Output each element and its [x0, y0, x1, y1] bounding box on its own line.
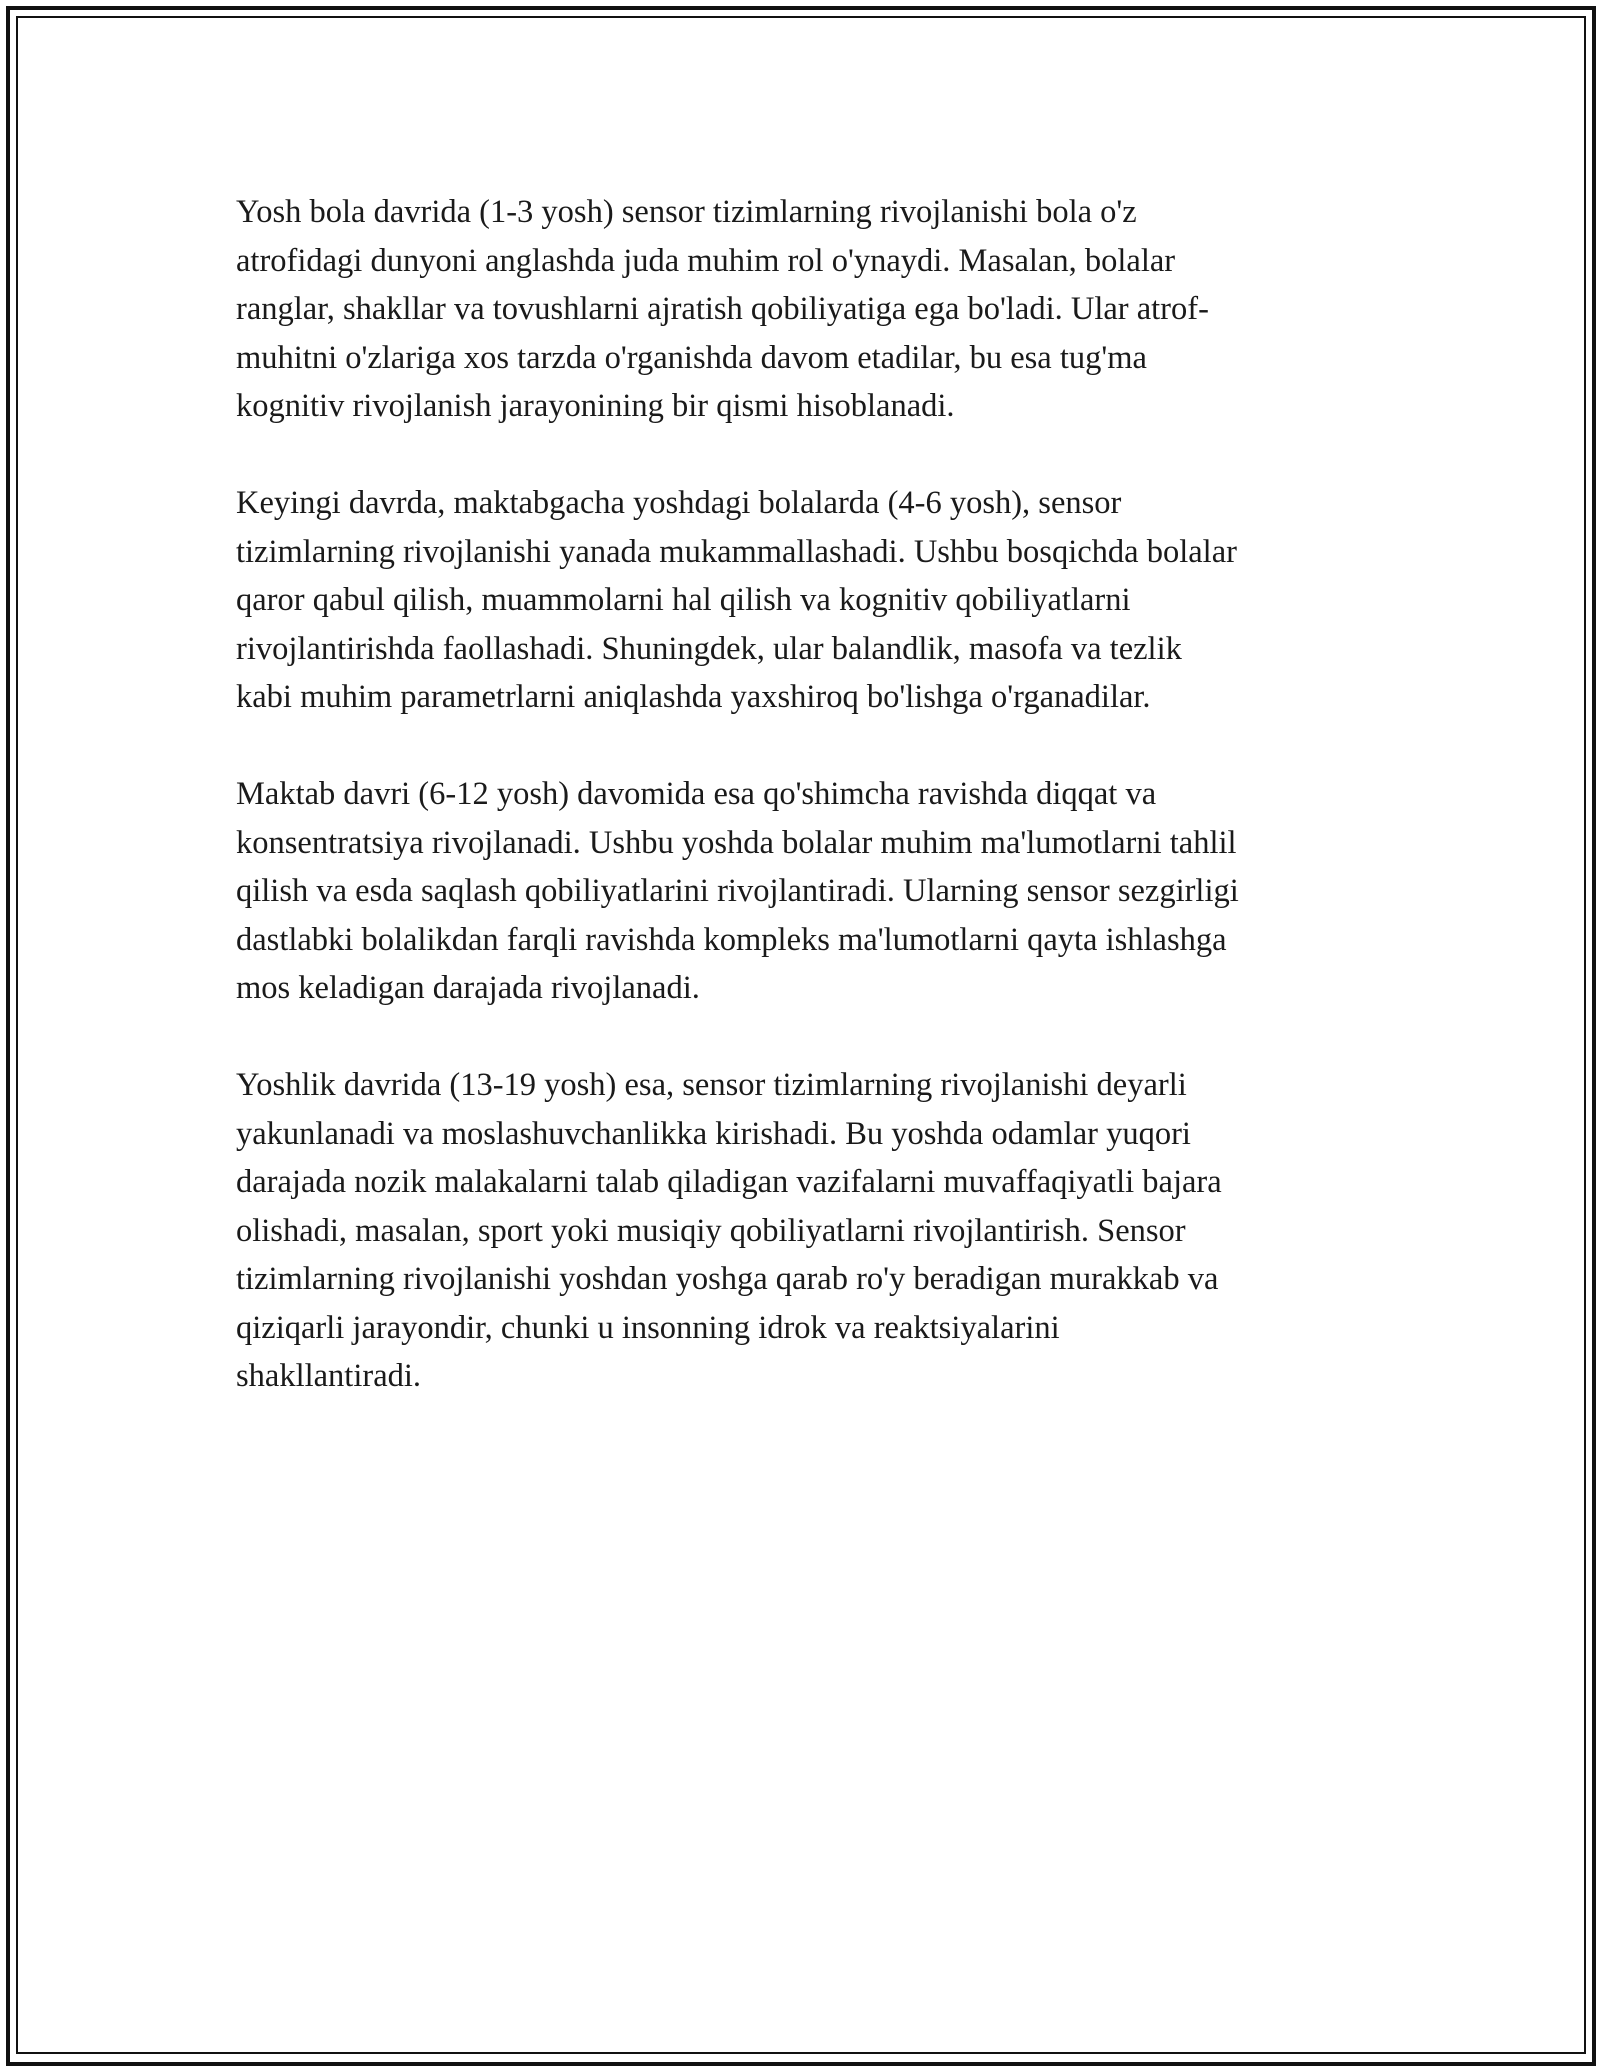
paragraph-preschool: Keyingi davrda, maktabgacha yoshdagi bolalarda (4-6 yosh), sensor tizimlarning rivojlanishi yanada mukammallashadi. Ushbu bosqichda bolalar qaror qabul qilish, muammolarni hal qilish va kognitiv qobiliyatlarni rivojlantirishda faollashadi. Shuningdek, ular balandlik, masofa va tezlik kabi muhim parametrlarni aniqlashda yaxshiroq bo'lishga o'rganadilar.	[236, 485, 1237, 715]
paragraph-school-age: Maktab davri (6-12 yosh) davomida esa qo'shimcha ravishda diqqat va konsentratsiya rivojlanadi. Ushbu yoshda bolalar muhim ma'lumotlarni tahlil qilish va esda saqlash qobiliyatlarini rivojlantiradi. Ularning sensor sezgirligi dastlabki bolalikdan farqli ravishda kompleks ma'lumotlarni qayta ishlashga mos keladigan darajada rivojlanadi.	[236, 776, 1239, 1006]
document-body	[236, 188, 1376, 1449]
paragraph-early-childhood: Yosh bola davrida (1-3 yosh) sensor tizimlarning rivojlanishi bola o'z atrofidagi dunyoni anglashda juda muhim rol o'ynaydi. Masalan, bolalar ranglar, shakllar va tovushlarni ajratish qobiliyatiga ega bo'ladi. Ular atrof- muhitni o'zlariga xos tarzda o'rganishda davom etadilar, bu esa tug'ma kognitiv rivojlanish jarayonining bir qismi hisoblanadi.	[236, 194, 1209, 424]
paragraph-youth: Yoshlik davrida (13-19 yosh) esa, sensor tizimlarning rivojlanishi deyarli yakunlanadi va moslashuvchanlikka kirishadi. Bu yoshda odamlar yuqori darajada nozik malakalarni talab qiladigan vazifalarni muvaffaqiyatli bajara olishadi, masalan, sport yoki musiqiy qobiliyatlarni rivojlantirish. Sensor tizimlarning rivojlanishi yoshdan yoshga qarab ro'y beradigan murakkab va qiziqarli jarayondir, chunki u insonning idrok va reaktsiyalarini shakllantiradi.	[236, 1067, 1222, 1394]
